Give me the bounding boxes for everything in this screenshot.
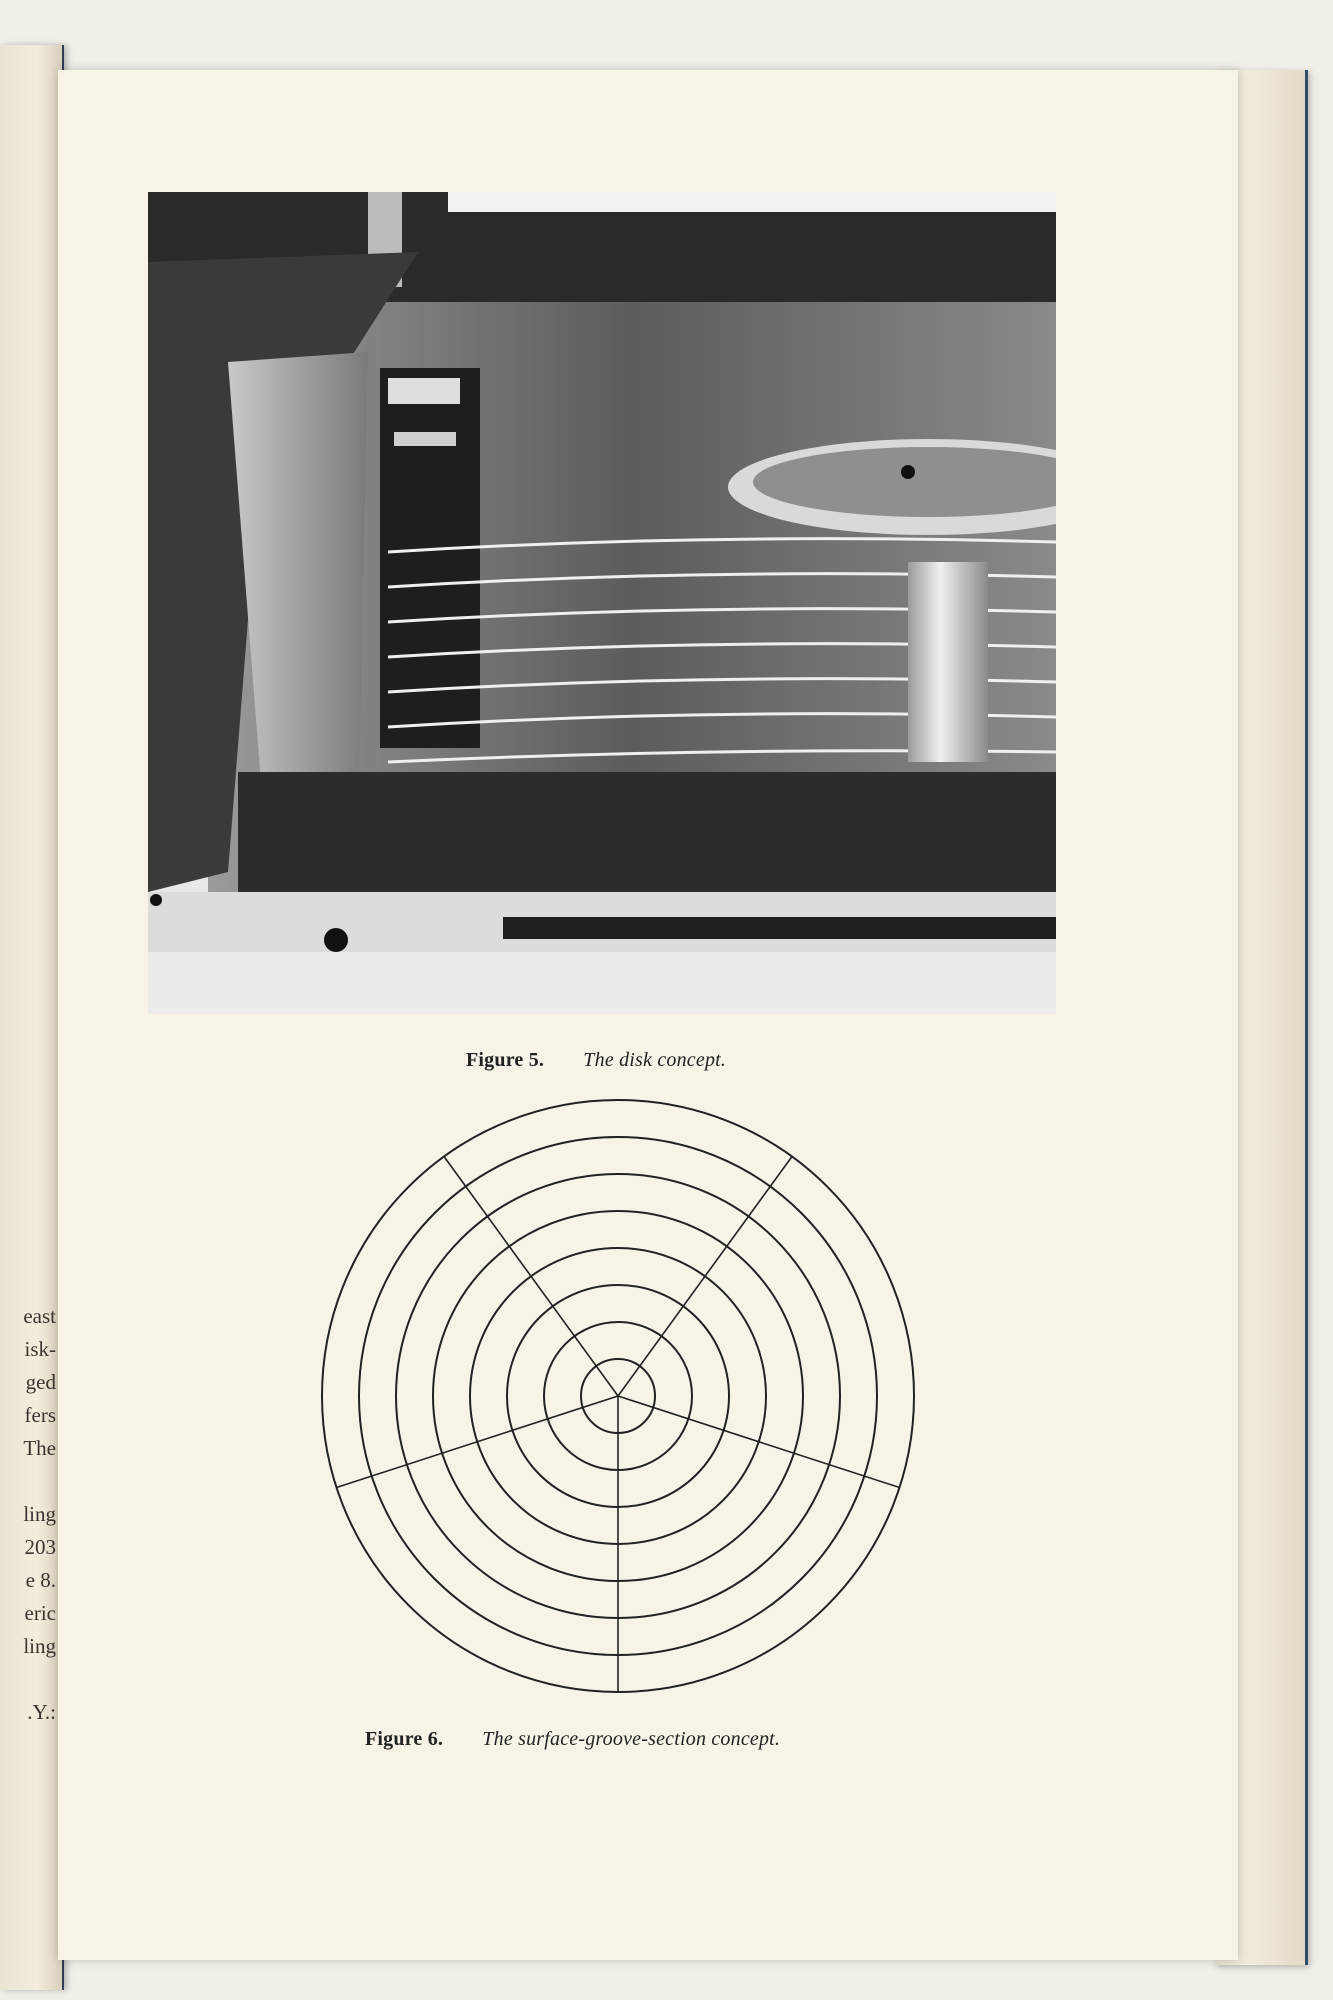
figure6-surface-groove-diagram <box>318 1096 918 1696</box>
left-page-text-fragment: ged <box>25 1370 56 1394</box>
left-page-text-fragment: .Y.: <box>27 1700 56 1724</box>
left-page-text-fragment: 203 <box>24 1535 56 1559</box>
left-page-text-fragment: fers <box>24 1403 56 1427</box>
figure6-label: Figure 6. <box>365 1728 444 1750</box>
section-spoke <box>618 1396 900 1488</box>
left-page-text-fragment: ling <box>23 1502 56 1526</box>
figure6-caption-text: The surface-groove-section concept. <box>482 1728 781 1750</box>
figure5-caption <box>466 1049 726 1072</box>
left-facing-page <box>0 45 64 1990</box>
left-page-text-fragment: e 8. <box>25 1568 56 1592</box>
left-page-text-fragment: isk- <box>24 1337 56 1361</box>
left-page-line-gap <box>12 1663 56 1696</box>
figure5-photo-disk-drive <box>148 192 1056 1014</box>
left-page-text-fragment: east <box>23 1304 56 1328</box>
left-page-text-fragment: eric <box>24 1601 56 1625</box>
left-page-line-gap <box>12 1465 56 1498</box>
left-page-text-fragments <box>12 1300 56 1729</box>
figure6-caption <box>365 1728 780 1751</box>
figure5-caption-text: The disk concept. <box>583 1049 727 1071</box>
left-page-text-fragment: The <box>23 1436 56 1460</box>
figure5-label: Figure 5. <box>466 1049 545 1071</box>
section-spoke <box>337 1396 619 1488</box>
left-page-text-fragment: ling <box>23 1634 56 1658</box>
